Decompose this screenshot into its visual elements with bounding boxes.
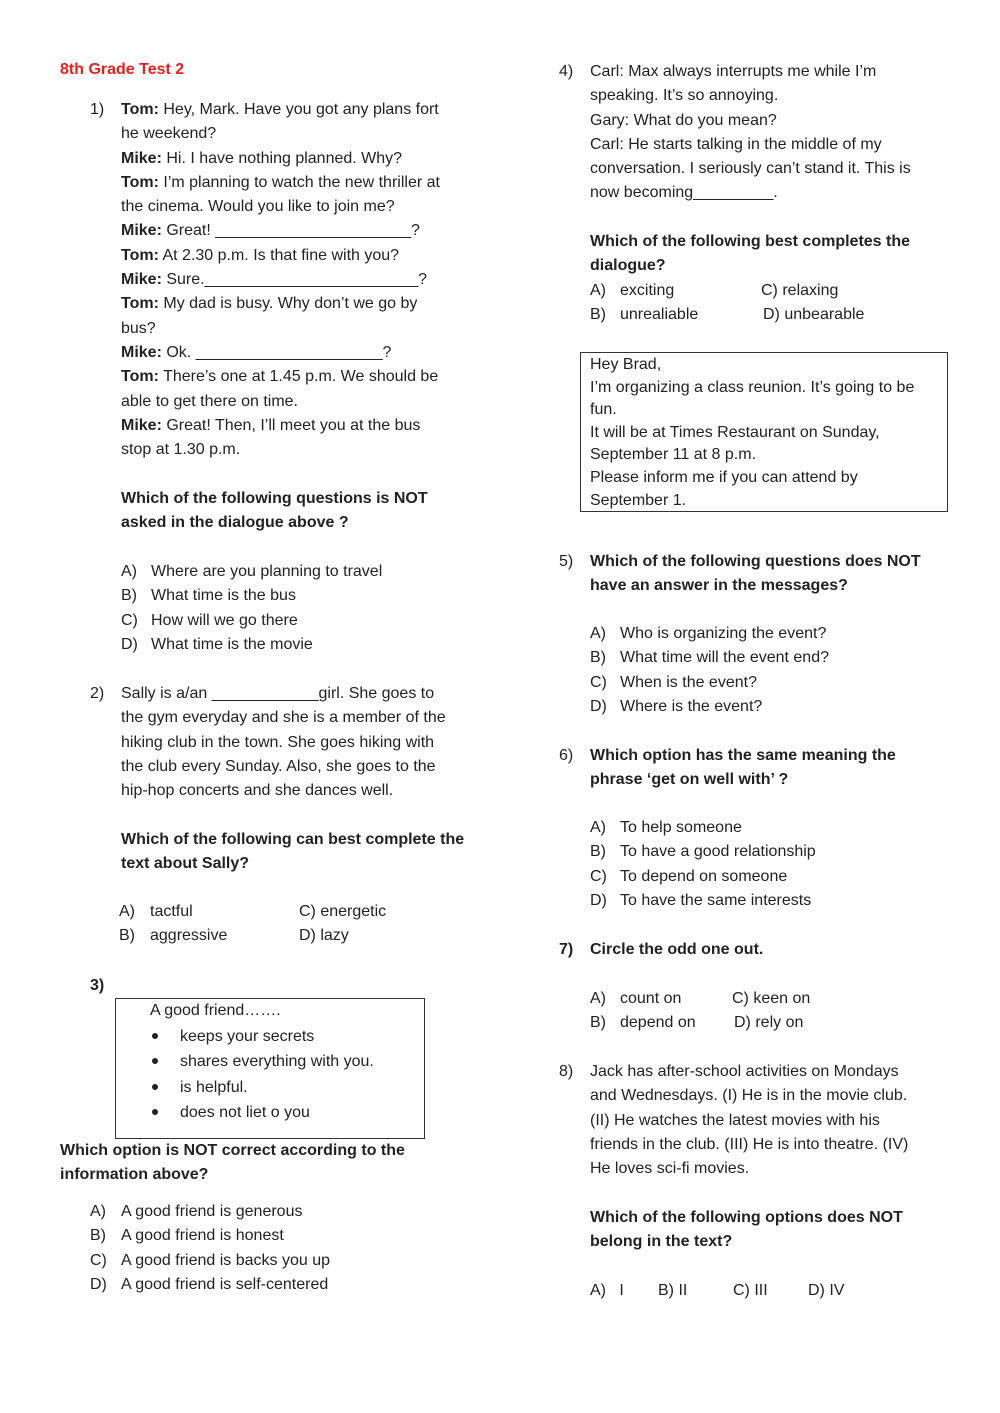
- q7-option-a[interactable]: A) count on: [590, 990, 682, 1007]
- q4-number: 4): [559, 63, 574, 80]
- q5-question: Which of the following questions does NOT have an answer in the messages?: [590, 553, 921, 595]
- q5-option-a[interactable]: A) Who is organizing the event?: [590, 625, 827, 642]
- q7-option-d[interactable]: D) rely on: [734, 1014, 804, 1032]
- q6-number: 6): [559, 747, 574, 764]
- q4-option-c[interactable]: C) relaxing: [761, 282, 839, 299]
- q2-option-d[interactable]: D) lazy: [299, 927, 349, 945]
- q3-option-b[interactable]: B) A good friend is honest: [90, 1227, 284, 1245]
- q2-option-b[interactable]: B) aggressive: [119, 927, 228, 945]
- q3-box-item: shares everything with you.: [152, 1049, 374, 1074]
- q1-option-b[interactable]: B) What time is the bus: [121, 587, 296, 605]
- q8-question: Which of the following options does NOT belong in the text?: [590, 1209, 903, 1251]
- q1-option-d[interactable]: D) What time is the movie: [121, 635, 313, 653]
- q3-option-a[interactable]: A) A good friend is generous: [90, 1203, 303, 1220]
- q3-box-item: does not liet o you: [152, 1100, 374, 1125]
- q6-option-b[interactable]: B) To have a good relationship: [590, 843, 816, 861]
- q5-option-c[interactable]: C) When is the event?: [590, 673, 757, 691]
- q8-options: [590, 1279, 844, 1303]
- q8-option-d[interactable]: D) IV: [808, 1282, 845, 1299]
- q1-dialogue: Tom: Hey, Mark. Have you got any plans fort he weekend? Mike: Hi. I have nothing planned. Why? Tom: I’m planning to watch the new thriller at the cinema. Would you like to join me? Mike: Great! ______________________? Tom: At 2.30 p.m. Is that fine with you? Mike: Sure.________________________? Tom: My dad is busy. Why don’t we go by bus? Mike: Ok. _____________________? Tom: There’s one at 1.45 p.m. We should be able to get there on time. Mike: Great! Then, I’ll meet you at the bus stop at 1.30 p.m.: [121, 101, 440, 459]
- q1-option-c[interactable]: C) How will we go there: [121, 611, 298, 629]
- q6-option-a[interactable]: A) To help someone: [590, 819, 742, 836]
- q5-option-b[interactable]: B) What time will the event end?: [590, 649, 829, 667]
- q2-question: Which of the following can best complete the text about Sally?: [121, 831, 465, 873]
- q7-option-b[interactable]: B) depend on: [590, 1014, 696, 1032]
- q3-number: 3): [90, 977, 105, 994]
- q3-question: Which option is NOT correct according to the information above?: [60, 1142, 405, 1184]
- q1-question: Which of the following questions is NOT asked in the dialogue above ?: [121, 490, 428, 532]
- q1-number: 1): [90, 101, 105, 118]
- q4-options: [590, 279, 910, 328]
- q2-text: Sally is a/an ____________girl. She goes to the gym everyday and she is a member of the hiking club in the town. She goes hiking with the club every Sunday. Also, she goes to the hip-hop concerts and she dances well.: [121, 685, 446, 800]
- q2-option-a[interactable]: A) tactful: [119, 903, 193, 920]
- q1-option-a[interactable]: A) Where are you planning to travel: [121, 563, 383, 580]
- q3-options: [90, 1200, 330, 1297]
- q3-info-box: [115, 998, 425, 1139]
- q5-number: 5): [559, 553, 574, 570]
- q2-option-c[interactable]: C) energetic: [299, 903, 387, 920]
- q3-box-item: is helpful.: [152, 1075, 374, 1100]
- q5-option-d[interactable]: D) Where is the event?: [590, 697, 763, 715]
- q8-option-a[interactable]: A) I: [590, 1282, 624, 1299]
- q7-options: [590, 987, 890, 1036]
- q3-box-heading: A good friend…….: [150, 1002, 281, 1019]
- q4-text: Carl: Max always interrupts me while I’m speaking. It’s so annoying. Gary: What do you mean? Carl: He starts talking in the middle of my conversation. I seriously can’t stand it. This is now becoming_________.: [590, 63, 911, 202]
- q3-option-c[interactable]: C) A good friend is backs you up: [90, 1251, 331, 1269]
- q2-options: [119, 900, 449, 949]
- q8-text: Jack has after-school activities on Mondays and Wednesdays. (I) He is in the movie club. (II) He watches the latest movies with his friends in the club. (III) He is into theatre. (IV) He loves sci-fi movies.: [590, 1063, 909, 1178]
- q6-option-d[interactable]: D) To have the same interests: [590, 891, 812, 909]
- q7-number: 7): [559, 941, 574, 958]
- q8-option-b[interactable]: B) II: [658, 1282, 688, 1299]
- q8-number: 8): [559, 1063, 574, 1080]
- q2-number: 2): [90, 685, 105, 702]
- q4-option-a[interactable]: A) exciting: [590, 282, 675, 299]
- q1-options: [121, 560, 382, 657]
- q8-option-c[interactable]: C) III: [733, 1282, 768, 1299]
- q6-question: Which option has the same meaning the phrase ‘get on well with’ ?: [590, 747, 896, 789]
- q7-question: Circle the odd one out.: [590, 941, 764, 958]
- q4-question: Which of the following best completes the dialogue?: [590, 233, 911, 275]
- q6-options: [590, 816, 816, 913]
- q3-box-item: keeps your secrets: [152, 1024, 374, 1049]
- q4-option-d[interactable]: D) unbearable: [763, 306, 865, 324]
- page-title: 8th Grade Test 2: [60, 61, 185, 78]
- q6-option-c[interactable]: C) To depend on someone: [590, 867, 788, 885]
- q7-option-c[interactable]: C) keen on: [732, 990, 811, 1007]
- q3-option-d[interactable]: D) A good friend is self-centered: [90, 1275, 329, 1293]
- q5-options: [590, 622, 829, 719]
- q4-option-b[interactable]: B) unrealiable: [590, 306, 699, 324]
- message-box: Hey Brad, I’m organizing a class reunion. It’s going to be fun. It will be at Times Restaurant on Sunday, September 11 at 8 p.m. Please inform me if you can attend by September 1.: [580, 352, 948, 512]
